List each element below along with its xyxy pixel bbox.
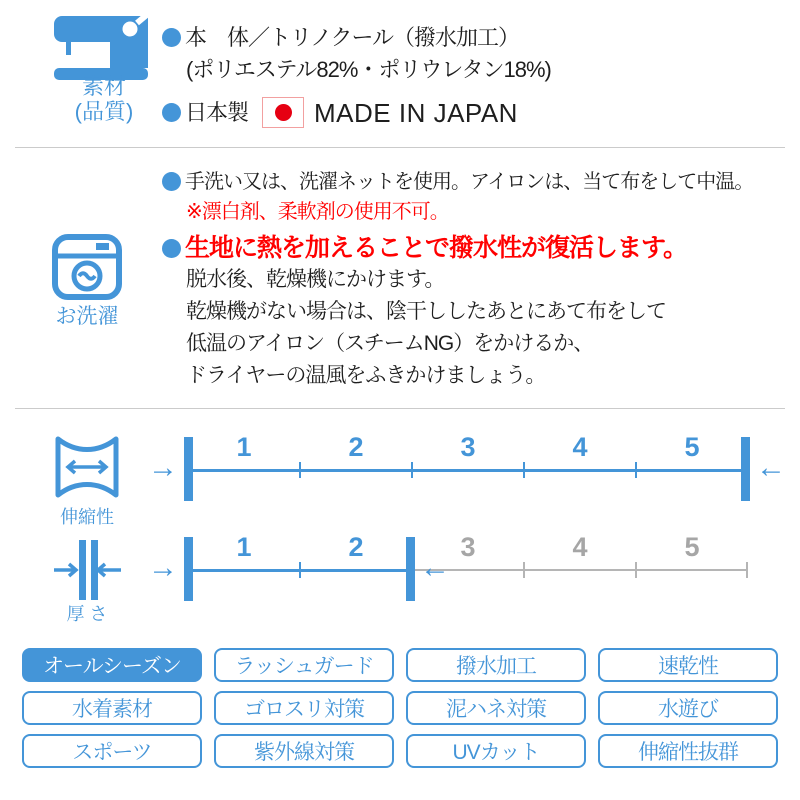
section-divider [15,147,785,148]
washing-line-1 [162,171,753,194]
scale-tick [299,462,301,478]
arrow-left-icon: ← [420,551,450,584]
tag-sports[interactable]: スポーツ [22,734,202,768]
stretch-scale-number: 3 [460,432,476,462]
material-composition-text: (ポリエステル82%・ポリウレタン18%) [186,57,551,82]
tag-rash-guard[interactable]: ラッシュガード [214,648,394,682]
thickness-scale-number: 4 [572,532,588,562]
thickness-label: 厚 さ [66,604,108,624]
thickness-scale-number: 5 [684,532,700,562]
heat-restore-text: 生地に熱を加えることで撥水性が復活します。 [185,234,688,262]
japan-flag-icon [262,97,304,128]
tag-mud-splash[interactable]: 泥ハネ対策 [406,691,586,725]
washing-line-4: 脱水後、乾燥機にかけます。 [186,268,445,291]
tag-water-play[interactable]: 水遊び [598,691,778,725]
thickness-scale-number: 1 [236,532,252,562]
stretch-icon [54,436,120,498]
material-section-label [40,74,168,124]
stretch-scale-number: 2 [348,432,364,462]
thickness-icon [52,538,122,602]
stretch-label: 伸縮性 [60,507,114,527]
washing-line-7: ドライヤーの温風をふきかけましょう。 [186,364,546,387]
scale-tick [635,462,637,478]
stretch-scale-number: 4 [572,432,588,462]
thickness-scale-number: 2 [348,532,364,562]
tag-all-season[interactable]: オールシーズン [22,648,202,682]
arrow-right-icon: → [148,451,178,484]
made-in-japan-jp-text: 日本製 [185,99,249,125]
made-in-japan-row [162,97,518,128]
made-in-japan-en-text: MADE IN JAPAN [314,97,518,128]
tag-water-repellent[interactable]: 撥水加工 [406,648,586,682]
washing-instruction-text: 手洗い又は、洗濯ネットを使用。アイロンは、当て布をして中温。 [185,171,754,193]
bullet-icon [162,103,181,122]
tag-swimwear-fabric[interactable]: 水着素材 [22,691,202,725]
scale-tick [523,562,525,578]
bleach-warning-text: ※漂白剤、柔軟剤の使用不可。 [186,201,449,223]
material-line-1 [162,26,519,50]
stretch-scale-number: 5 [684,432,700,462]
bullet-icon [162,172,181,191]
tag-quick-dry[interactable]: 速乾性 [598,648,778,682]
stretch-scale-number: 1 [236,432,252,462]
thickness-scale-line-inactive [415,569,748,571]
thickness-scale-value-bar [406,537,415,601]
arrow-left-icon: ← [756,451,786,484]
material-label-line1: 素材 [81,74,126,99]
washing-section-label: お洗濯 [55,305,119,328]
feature-tag-grid [22,648,778,768]
washing-line-6: 低温のアイロン（スチームNG）をかけるか、 [186,332,594,355]
thickness-scale-number: 3 [460,532,476,562]
japan-flag-circle [275,104,292,121]
tag-uv-cut[interactable]: UVカット [406,734,586,768]
scale-tick [635,562,637,578]
scale-tick [746,562,748,578]
stretch-scale-line [188,469,748,472]
material-body-text: 本 体／トリノクール（撥水加工） [185,25,520,50]
material-label-line2: (品質) [74,99,134,124]
stretch-scale-value-bar [741,437,750,501]
washing-line-5: 乾燥機がない場合は、陰干ししたあとにあて布をして [186,300,666,323]
bullet-icon [162,239,181,258]
tag-rubbing-guard[interactable]: ゴロスリ対策 [214,691,394,725]
tag-superior-stretch[interactable]: 伸縮性抜群 [598,734,778,768]
tag-uv-protection[interactable]: 紫外線対策 [214,734,394,768]
washing-line-3 [162,235,687,262]
scale-tick [411,462,413,478]
section-divider [15,408,785,409]
arrow-right-icon: → [148,551,178,584]
scale-tick [299,562,301,578]
sewing-machine-icon [52,16,156,80]
bullet-icon [162,28,181,47]
scale-tick [523,462,525,478]
washing-machine-icon [52,234,122,300]
